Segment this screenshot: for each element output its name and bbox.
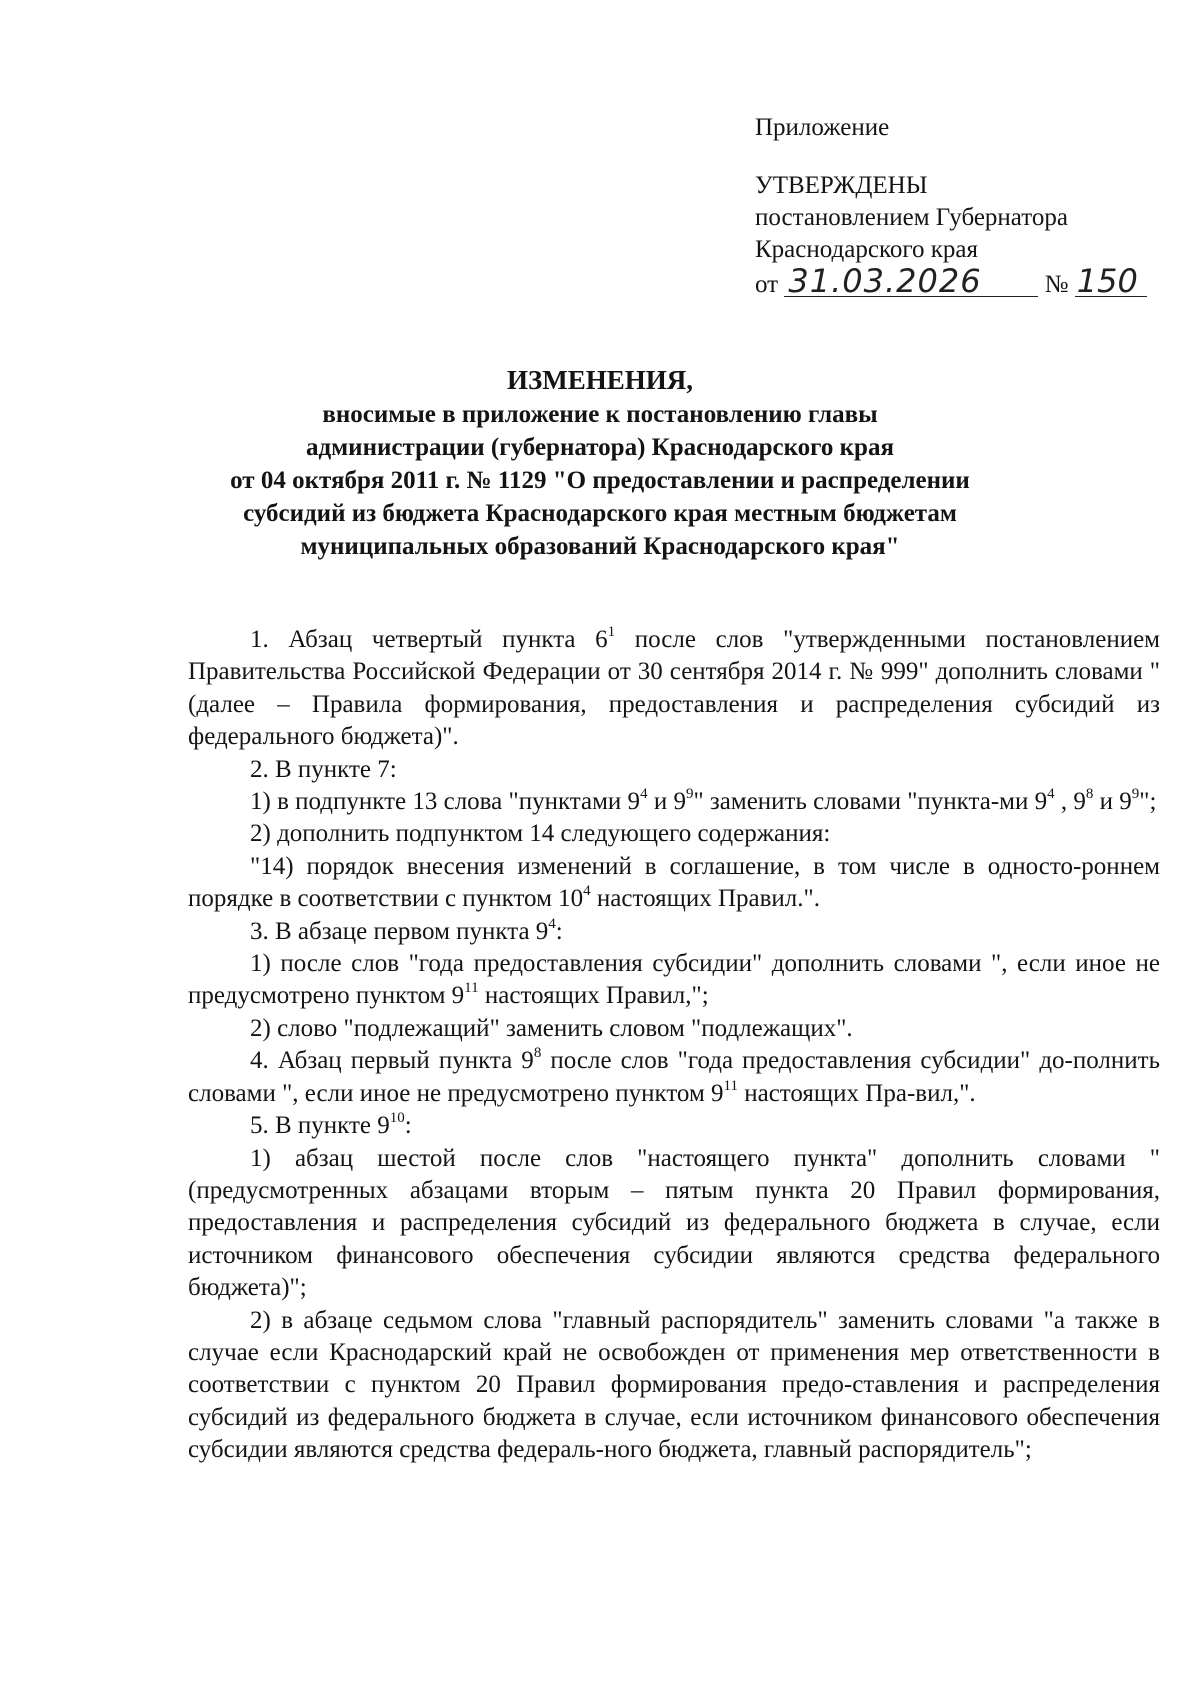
paragraph-12: 2) в абзаце седьмом слова "главный распорядитель" заменить словами "а также в случае если Краснодарский край не освобожден от применения мер ответственности в соответствии с пунктом 20 Правил формирования предо-ставления и распределения субсидий из федерального бюджета в случае, если источником финансового обеспечения субсидии являются средства федераль-ного бюджета, главный распорядитель"; xyxy=(188,1306,1160,1464)
superscript: 11 xyxy=(723,1077,738,1094)
superscript: 9 xyxy=(685,786,694,803)
document-title xyxy=(60,364,1140,563)
approval-block xyxy=(755,112,1147,301)
date-number-row xyxy=(755,262,1147,301)
paragraph-9: 4. Абзац первый пункта $9^8$ после слов "года предоставления субсидии" до-полнить словами ", если иное не предусмотрено пунктом $9^{11}$ настоящих Пра-вил,". xyxy=(188,1045,1160,1107)
number-label: № xyxy=(1044,271,1069,298)
title-line: муниципальных образований Краснодарского края" xyxy=(300,533,900,560)
superscript: 4 xyxy=(640,786,648,803)
document-body xyxy=(188,624,1160,1467)
paragraph-6: 3. В абзаце первом пункта $9^4$: xyxy=(250,915,563,945)
paragraph-3: 1) в подпункте 13 слова "пунктами $9^4$ и $9^9$" заменить словами "пункта-ми $9^4$ , $9^8$ и $9^9$"; xyxy=(250,786,1157,816)
handwritten-date: 31.03.2026 xyxy=(784,266,1038,297)
superscript: 4 xyxy=(548,915,556,932)
from-label: от xyxy=(755,271,779,298)
superscript: 9 xyxy=(1131,786,1140,803)
paragraph-5: "14) порядок внесения изменений в соглашение, в том числе в односто-роннем порядке в соответствии с пунктом $10^4$ настоящих Правил.". xyxy=(188,852,1160,913)
superscript: 8 xyxy=(1085,786,1094,803)
approved-label: УТВЕРЖДЕНЫ xyxy=(755,172,928,199)
superscript: 1 xyxy=(607,624,616,640)
superscript: 8 xyxy=(533,1045,542,1062)
superscript: 10 xyxy=(389,1110,405,1127)
superscript: 11 xyxy=(464,980,479,997)
title-main: ИЗМЕНЕНИЯ, xyxy=(506,365,693,395)
paragraph-7: 1) после слов "года предоставления субсидии" дополнить словами ", если иное не предусмотрено пунктом $9^{11}$ настоящих Правил,"; xyxy=(188,950,1160,1010)
paragraph-8: 2) слово "подлежащий" заменить словом "подлежащих". xyxy=(250,1014,853,1042)
paragraph-2: 2. В пункте 7: xyxy=(250,755,397,783)
paragraph-11: 1) абзац шестой после слов "настоящего пункта" дополнить словами "(предусмотренных абзацами вторым – пятым пункта 20 Правил формирования, предоставления и распределения субсидий из федерального бюджета в случае, если источником финансового обеспечения субсидии являются средства федерального бюджета)"; xyxy=(188,1144,1160,1302)
superscript: 4 xyxy=(583,883,591,900)
title-line: от 04 октября 2011 г. № 1129 "О предоставлении и распределении xyxy=(230,467,970,494)
annex-label: Приложение xyxy=(755,114,890,141)
superscript: 4 xyxy=(1047,786,1055,803)
title-line: администрации (губернатора) Краснодарского края xyxy=(306,434,894,461)
title-line: субсидий из бюджета Краснодарского края местным бюджетам xyxy=(243,500,957,527)
title-line: вносимые в приложение к постановлению главы xyxy=(322,401,878,428)
handwritten-number: 150 xyxy=(1075,266,1147,297)
approved-by-line2: Краснодарского края xyxy=(755,236,978,263)
paragraph-4: 2) дополнить подпунктом 14 следующего содержания: xyxy=(250,820,831,848)
paragraph-10: 5. В пункте $9^{10}$: xyxy=(250,1110,412,1140)
approved-by-line1: постановлением Губернатора xyxy=(755,204,1068,231)
paragraph-1: 1. Абзац четвертый пункта $6^1$ после слов "утвержденными постановлением Правительства Российской Федерации от 30 сентября 2014 г. № 999" дополнить словами "(далее – Правила формирования, предоставления и распределения субсидий из федерального бюджета)". xyxy=(188,624,1160,751)
